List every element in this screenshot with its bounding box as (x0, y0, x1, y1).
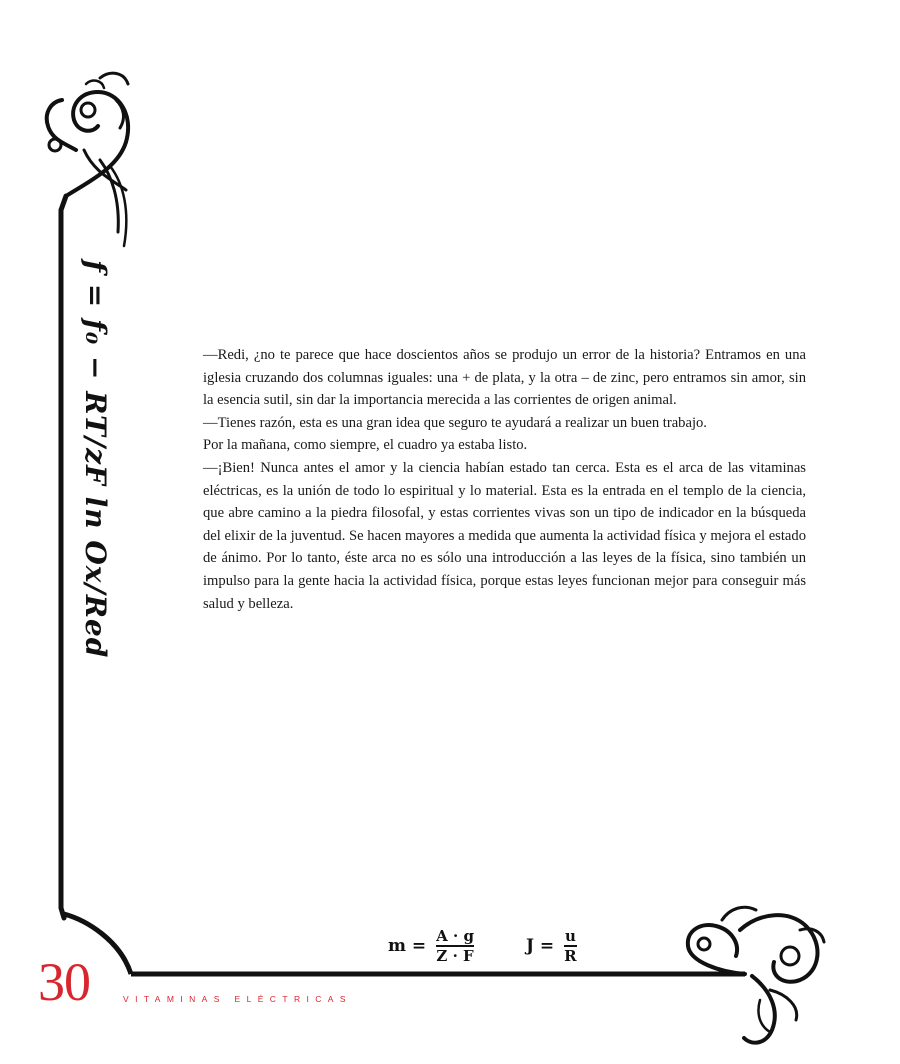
body-text (203, 344, 806, 615)
formula-j-denominator: R (564, 947, 577, 965)
page-number: 30 (38, 952, 90, 1012)
formula-m-lhs: m = (388, 936, 427, 956)
formula-m-fraction (436, 928, 474, 964)
running-title: VITAMINAS ELÉCTRICAS (123, 994, 352, 1004)
formula-m-denominator: Z · F (436, 947, 474, 965)
bottom-formulas (388, 926, 581, 966)
paragraph: —Tienes razón, esta es una gran idea que seguro te ayudará a realizar un buen trabajo. (203, 414, 707, 431)
paragraph: —Redi, ¿no te parece que hace doscientos años se produjo un error de la historia? Entramos en una iglesia cruzando dos columnas iguales: una + de plata, y la otra – de zinc, pero entramos sin amor, sin la esencia sutil, sin dar la importancia merecida a las corrientes de origen animal. (203, 347, 806, 409)
formula-j-lhs: J = (525, 936, 555, 956)
paragraph: Por la mañana, como siempre, el cuadro ya estaba listo. (203, 437, 528, 454)
frame-left-border (61, 196, 66, 918)
formula-m-numerator: A · g (436, 927, 474, 945)
paragraph: —¡Bien! Nunca antes el amor y la ciencia habían estado tan cerca. Esta es el arca de las vitaminas eléctricas, es la unión de todo lo espiritual y lo material. Esta es la entrada en el templo de la ciencia, que abre camino a la piedra filosofal, y estas corrientes vivas son un tipo de indicador en la búsqueda del elixir de la juventud. Se hacen mayores a medida que aumenta la actividad física y mejora el estado de ánimo. Por lo tanto, éste arca no es sólo una introducción a las leyes de la física, sino también un impulso para la gente hacia la actividad física, porque estas leyes funcionan mejor para conseguir más salud y belleza. (203, 459, 806, 612)
formula-j-numerator: u (564, 927, 576, 945)
side-formula-nernst: f = f₀ − RT/zF ln Ox/Red (79, 260, 112, 659)
formula-j-fraction (564, 928, 576, 964)
